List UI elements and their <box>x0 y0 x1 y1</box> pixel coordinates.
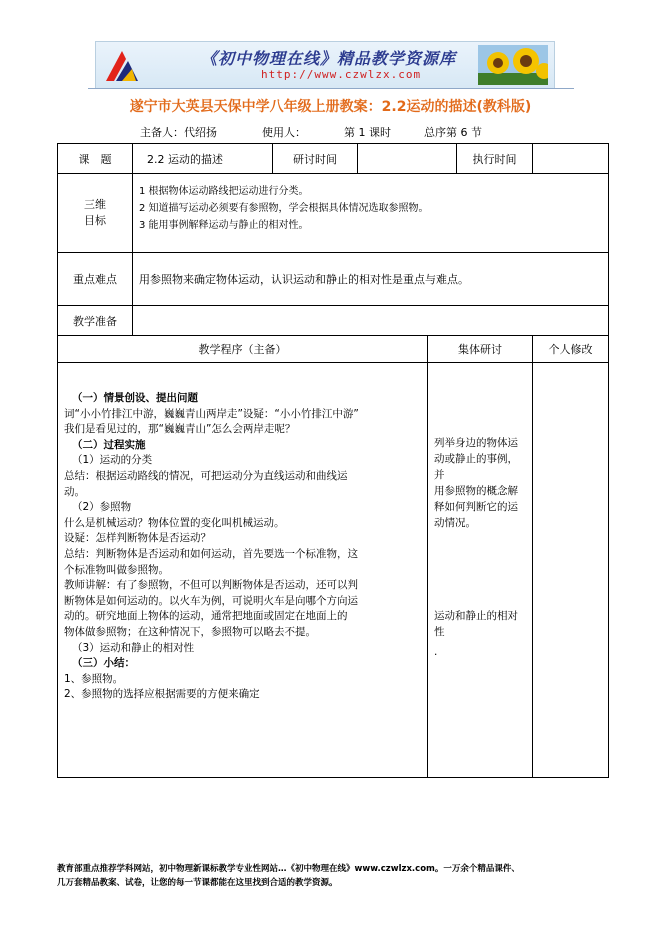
banner-title: 《初中物理在线》精品教学资源库 <box>201 49 457 68</box>
topic-value: 2.2 运动的描述 <box>133 144 273 174</box>
key-points-label: 重点难点 <box>58 253 133 306</box>
site-logo-icon <box>102 45 142 85</box>
section-title: （二）过程实施 <box>72 438 146 451</box>
meta-total: 总序第 6 节 <box>424 126 482 139</box>
summary-item: 1、参照物。 <box>64 672 124 685</box>
note-line: . <box>434 646 438 658</box>
procedure-header: 教学程序（主备） <box>58 336 428 363</box>
section-title: （三）小结： <box>72 657 135 670</box>
procedure-subtitle: （3）运动和静止的相对性 <box>72 641 195 654</box>
procedure-line: 总结：根据运动路线的情况，可把运动分为直线运动和曲线运 <box>64 469 348 482</box>
collective-notes <box>428 363 533 778</box>
meta-user: 使用人： <box>262 126 306 139</box>
note-line: 释如何判断它的运 <box>434 501 518 513</box>
discuss-time-label: 研讨时间 <box>273 144 358 174</box>
procedure-line: 教师讲解：有了参照物，不但可以判断物体是否运动，还可以判 <box>64 579 358 592</box>
procedure-line: 断物体是如何运动的。以火车为例，可说明火车是向哪个方向运 <box>64 594 358 607</box>
procedure-subtitle: （1）运动的分类 <box>72 454 153 467</box>
prep-value <box>133 306 609 336</box>
footer-line: 几万套精品教案、试卷，让您的每一节课都能在这里找到合适的教学资源。 <box>57 878 338 888</box>
document-title: 遂宁市大英县天保中学八年级上册教案：2.2运动的描述(教科版) <box>129 99 532 115</box>
footer-line: 教育部重点推荐学科网站，初中物理新课标教学专业性网站…《初中物理在线》www.czwlzx.com。一万余个精品课件、 <box>57 864 520 874</box>
topic-label: 课 题 <box>58 144 133 174</box>
procedure-line: 什么是机械运动？物体位置的变化叫机械运动。 <box>64 516 285 529</box>
procedure-subtitle: （2）参照物 <box>72 501 132 514</box>
prep-label: 教学准备 <box>58 306 133 336</box>
banner-divider <box>88 88 574 89</box>
note-line: 列举身边的物体运 <box>434 437 518 449</box>
goal-item: 2 知道描写运动必须要有参照物，学会根据具体情况选取参照物。 <box>139 203 429 214</box>
procedure-line: 设疑：怎样判断物体是否运动？ <box>64 532 211 545</box>
banner <box>95 41 555 89</box>
procedure-line: 物体做参照物；在这种情况下，参照物可以略去不提。 <box>64 625 316 638</box>
note-line: 动情况。 <box>434 517 476 529</box>
page-footer <box>57 862 608 890</box>
exec-time-value <box>533 144 609 174</box>
section-title: （一）情景创设、提出问题 <box>72 392 198 404</box>
collective-header: 集体研讨 <box>428 336 533 363</box>
discuss-time-value <box>358 144 457 174</box>
exec-time-label: 执行时间 <box>457 144 533 174</box>
banner-url[interactable]: http://www.czwlzx.com <box>261 68 422 81</box>
summary-item: 2、参照物的选择应根据需要的方便来确定 <box>64 688 260 701</box>
goals-label: 三维 目标 <box>58 174 133 253</box>
key-points-text: 用参照物来确定物体运动，认识运动和静止的相对性是重点与难点。 <box>133 253 609 306</box>
personal-notes <box>533 363 609 778</box>
goal-item: 1 根据物体运动路线把运动进行分类。 <box>139 186 309 197</box>
note-line: 运动和静止的相对 <box>434 610 518 622</box>
procedure-line: 动的。研究地面上物体的运动，通常把地面或固定在地面上的 <box>64 610 348 623</box>
procedure-body <box>58 363 428 778</box>
procedure-line: 总结：判断物体是否运动和如何运动，首先要选一个标准物，这 <box>64 547 358 560</box>
meta-lesson: 第 1 课时 <box>344 126 391 139</box>
note-line: 性 <box>434 626 445 638</box>
procedure-line: 个标准物叫做参照物。 <box>64 563 169 576</box>
procedure-line: 我们是看见过的，那“巍巍青山”怎么会两岸走呢？ <box>64 423 296 436</box>
note-line: 用参照物的概念解 <box>434 485 518 497</box>
meta-preparer: 主备人：代绍扬 <box>140 126 217 139</box>
procedure-line: 动。 <box>64 485 85 498</box>
personal-header: 个人修改 <box>533 336 609 363</box>
goals-list <box>133 174 609 253</box>
sunflower-icon <box>478 45 548 85</box>
goal-item: 3 能用事例解释运动与静止的相对性。 <box>139 220 309 231</box>
note-line: 动或静止的事例，并 <box>434 453 518 481</box>
procedure-line: 词“小小竹排江中游，巍巍青山两岸走”设疑：“小小竹排江中游” <box>64 407 359 420</box>
lesson-plan-table <box>57 143 609 778</box>
